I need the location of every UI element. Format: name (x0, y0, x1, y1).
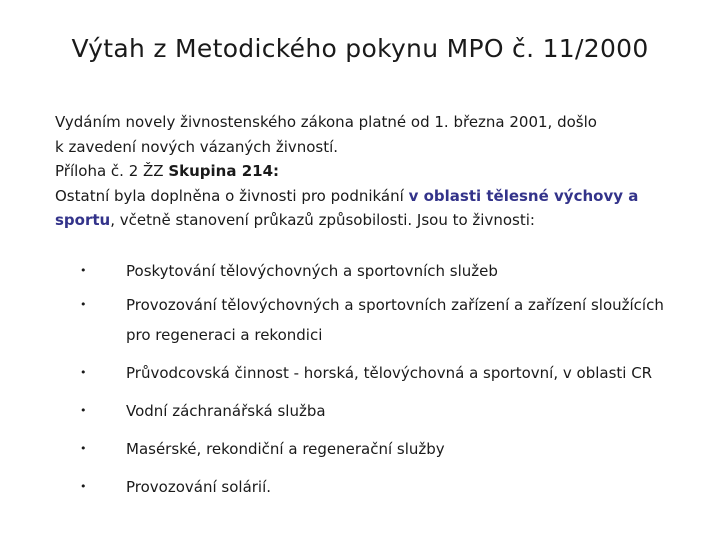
list-item-text: Provozování solárií. (126, 478, 272, 496)
group-label: Skupina 214: (168, 162, 280, 180)
list-item-text: Poskytování tělovýchovných a sportovních služeb (126, 262, 498, 280)
list-item-text: Masérské, rekondiční a regenerační služby (126, 440, 445, 458)
list-item-continuation (80, 320, 710, 350)
list-item (80, 358, 710, 388)
list-item (80, 396, 710, 426)
list-item (80, 434, 710, 464)
highlight-sport: sportu (55, 211, 111, 229)
slide-title: Výtah z Metodického pokynu MPO č. 11/2000 (71, 34, 649, 63)
list-item-text: Průvodcovská činnost - horská, tělovýchovná a sportovní, v oblasti CR (126, 364, 653, 382)
bullet-icon: • (80, 264, 87, 277)
bullet-icon: • (80, 366, 87, 379)
intro-line-1: Vydáním novely živnostenského zákona platné od 1. března 2001, došlo (55, 113, 597, 131)
intro-line-2: k zavedení nových vázaných živností. (55, 137, 339, 156)
bullet-icon: • (80, 404, 87, 417)
list-item (80, 290, 710, 320)
bullet-icon: • (80, 480, 87, 493)
list-item (80, 472, 710, 502)
intro-line-3 (55, 159, 695, 184)
highlight-field: v oblasti tělesné výchovy a (408, 186, 639, 205)
intro-line-5-text: , včetně stanovení průkazů způsobilosti. Jsou to živnosti: (110, 211, 535, 229)
intro-line-4 (55, 184, 695, 209)
intro-line-5 (55, 208, 695, 233)
intro-paragraph (55, 110, 695, 233)
intro-line-4-text: Ostatní byla doplněna o živnosti pro podnikání (55, 186, 409, 205)
list-item-text: pro regeneraci a rekondici (126, 326, 323, 344)
list-item (80, 256, 710, 286)
list-item-text: Provozování tělovýchovných a sportovních zařízení a zařízení sloužících (126, 296, 664, 314)
attachment-label: Příloha č. 2 ŽZ (55, 162, 169, 180)
trade-list (80, 256, 710, 502)
list-item-text: Vodní záchranářská služba (126, 402, 326, 420)
bullet-icon: • (80, 298, 87, 311)
bullet-icon: • (80, 442, 87, 455)
